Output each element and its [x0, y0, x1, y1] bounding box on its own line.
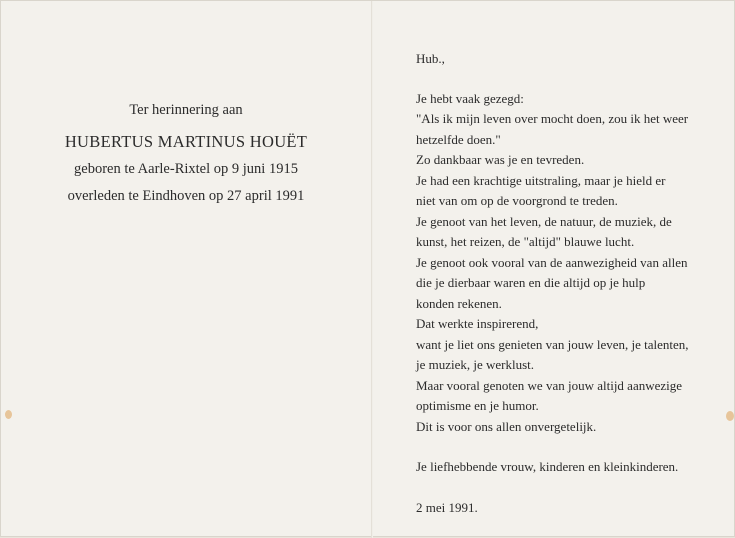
paper-stain: [726, 411, 734, 421]
poem-line: Dit is voor ons allen onvergetelijk.: [416, 418, 597, 434]
poem-line: kunst, het reizen, de "altijd" blauwe lucht.: [416, 234, 635, 249]
poem-line: Maar vooral genoten we van jouw altijd aanwezige: [416, 377, 683, 393]
poem-line: Je genoot van het leven, de natuur, de muziek, de: [416, 213, 672, 229]
poem-line: Dat werkte inspirerend,: [416, 316, 539, 331]
poem-line: Je hebt vaak gezegd:: [416, 90, 524, 106]
greeting: Hub.,: [416, 51, 445, 66]
card-fold: [371, 1, 373, 538]
spacer: [416, 437, 726, 457]
paper-stain: [5, 410, 12, 419]
poem-line: Je had een krachtige uitstraling, maar je hield er: [416, 172, 666, 188]
poem-line: hetzelfde doen.": [416, 131, 501, 147]
date: 2 mei 1991.: [416, 499, 478, 515]
intro-text: Ter herinnering aan: [129, 102, 243, 118]
poem-line: niet van om op de voorgrond te treden.: [416, 193, 618, 208]
poem-line: je muziek, je werklust.: [416, 357, 535, 372]
poem-line: konden rekenen.: [416, 295, 502, 311]
poem-line: Zo dankbaar was je en tevreden.: [416, 152, 585, 167]
left-panel: [1, 101, 371, 206]
poem-line: die je dierbaar waren en die altijd op je hulp: [416, 275, 646, 290]
poem: [416, 89, 726, 438]
right-panel: [416, 49, 726, 518]
birth-line: geboren te Aarle-Rixtel op 9 juni 1915: [74, 161, 298, 177]
poem-line: "Als ik mijn leven over mocht doen, zou ik het weer: [416, 111, 689, 126]
poem-line: optimisme en je humor.: [416, 398, 539, 413]
poem-line: want je liet ons genieten van jouw leven, je talenten,: [416, 336, 689, 352]
poem-line: Je genoot ook vooral van de aanwezigheid van allen: [416, 254, 688, 270]
death-line: overleden te Eindhoven op 27 april 1991: [67, 188, 305, 204]
deceased-name: HUBERTUS MARTINUS HOUËT: [64, 132, 308, 151]
signature: Je liefhebbende vrouw, kinderen en kleinkinderen.: [416, 459, 679, 474]
